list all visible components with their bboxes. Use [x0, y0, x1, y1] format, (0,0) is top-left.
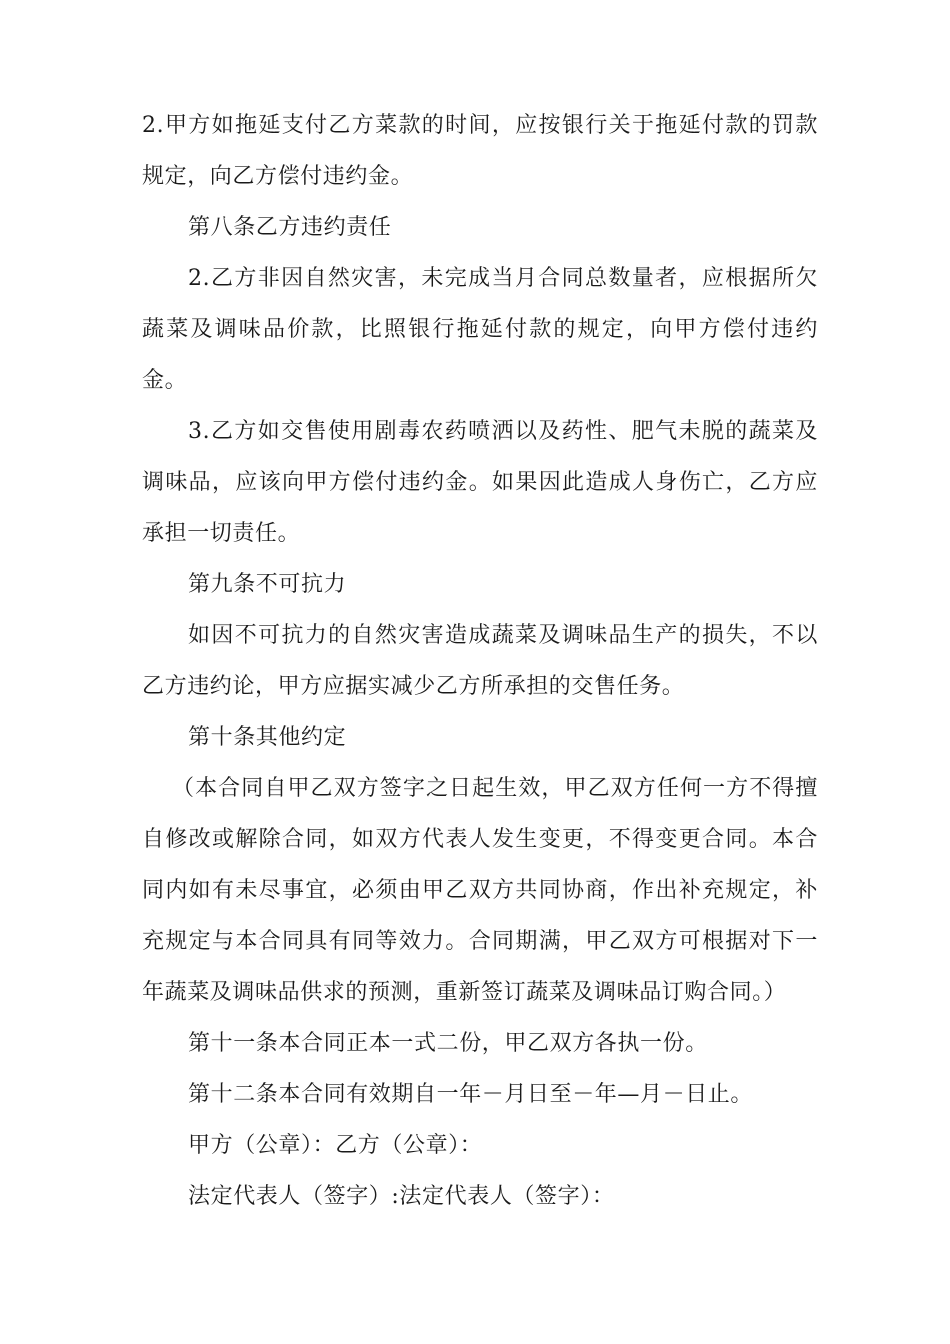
paragraph-clause-11: 第十一条本合同正本一式二份，甲乙双方各执一份。: [188, 1031, 708, 1056]
signature-seal-line: 甲方（公章）：乙方（公章）：: [188, 1133, 483, 1158]
paragraph-clause-12: 第十二条本合同有效期自一年－月日至－年—月－日止。: [188, 1082, 754, 1107]
signature-representative-line: 法定代表人（签字）:法定代表人（签字）：: [188, 1184, 615, 1209]
document-page: [142, 100, 818, 1222]
paragraph-clause-8-3: 3.乙方如交售使用剧毒农药喷洒以及药性、肥气未脱的蔬菜及调味品，应该向甲方偿付违约金。如果因此造成人身伤亡，乙方应承担一切责任。: [142, 419, 818, 546]
paragraph-clause-9: 如因不可抗力的自然灾害造成蔬菜及调味品生产的损失，不以乙方违约论，甲方应据实减少乙方所承担的交售任务。: [142, 623, 818, 699]
paragraph-clause-7-2: 2.甲方如拖延支付乙方菜款的时间，应按银行关于拖延付款的罚款规定，向乙方偿付违约金。: [142, 113, 818, 189]
heading-clause-8: 第八条乙方违约责任: [188, 215, 392, 240]
heading-clause-9: 第九条不可抗力: [188, 572, 347, 597]
paragraph-clause-10: （本合同自甲乙双方签字之日起生效，甲乙双方任何一方不得擅自修改或解除合同，如双方代表人发生变更，不得变更合同。本合同内如有未尽事宜，必须由甲乙双方共同协商，作出补充规定，补充规定与本合同具有同等效力。合同期满，甲乙双方可根据对下一年蔬菜及调味品供求的预测，重新签订蔬菜及调味品订购合同。）: [142, 776, 818, 1005]
heading-clause-10: 第十条其他约定: [188, 725, 347, 750]
paragraph-clause-8-2: 2.乙方非因自然灾害，未完成当月合同总数量者，应根据所欠蔬菜及调味品价款，比照银行拖延付款的规定，向甲方偿付违约金。: [142, 266, 818, 393]
